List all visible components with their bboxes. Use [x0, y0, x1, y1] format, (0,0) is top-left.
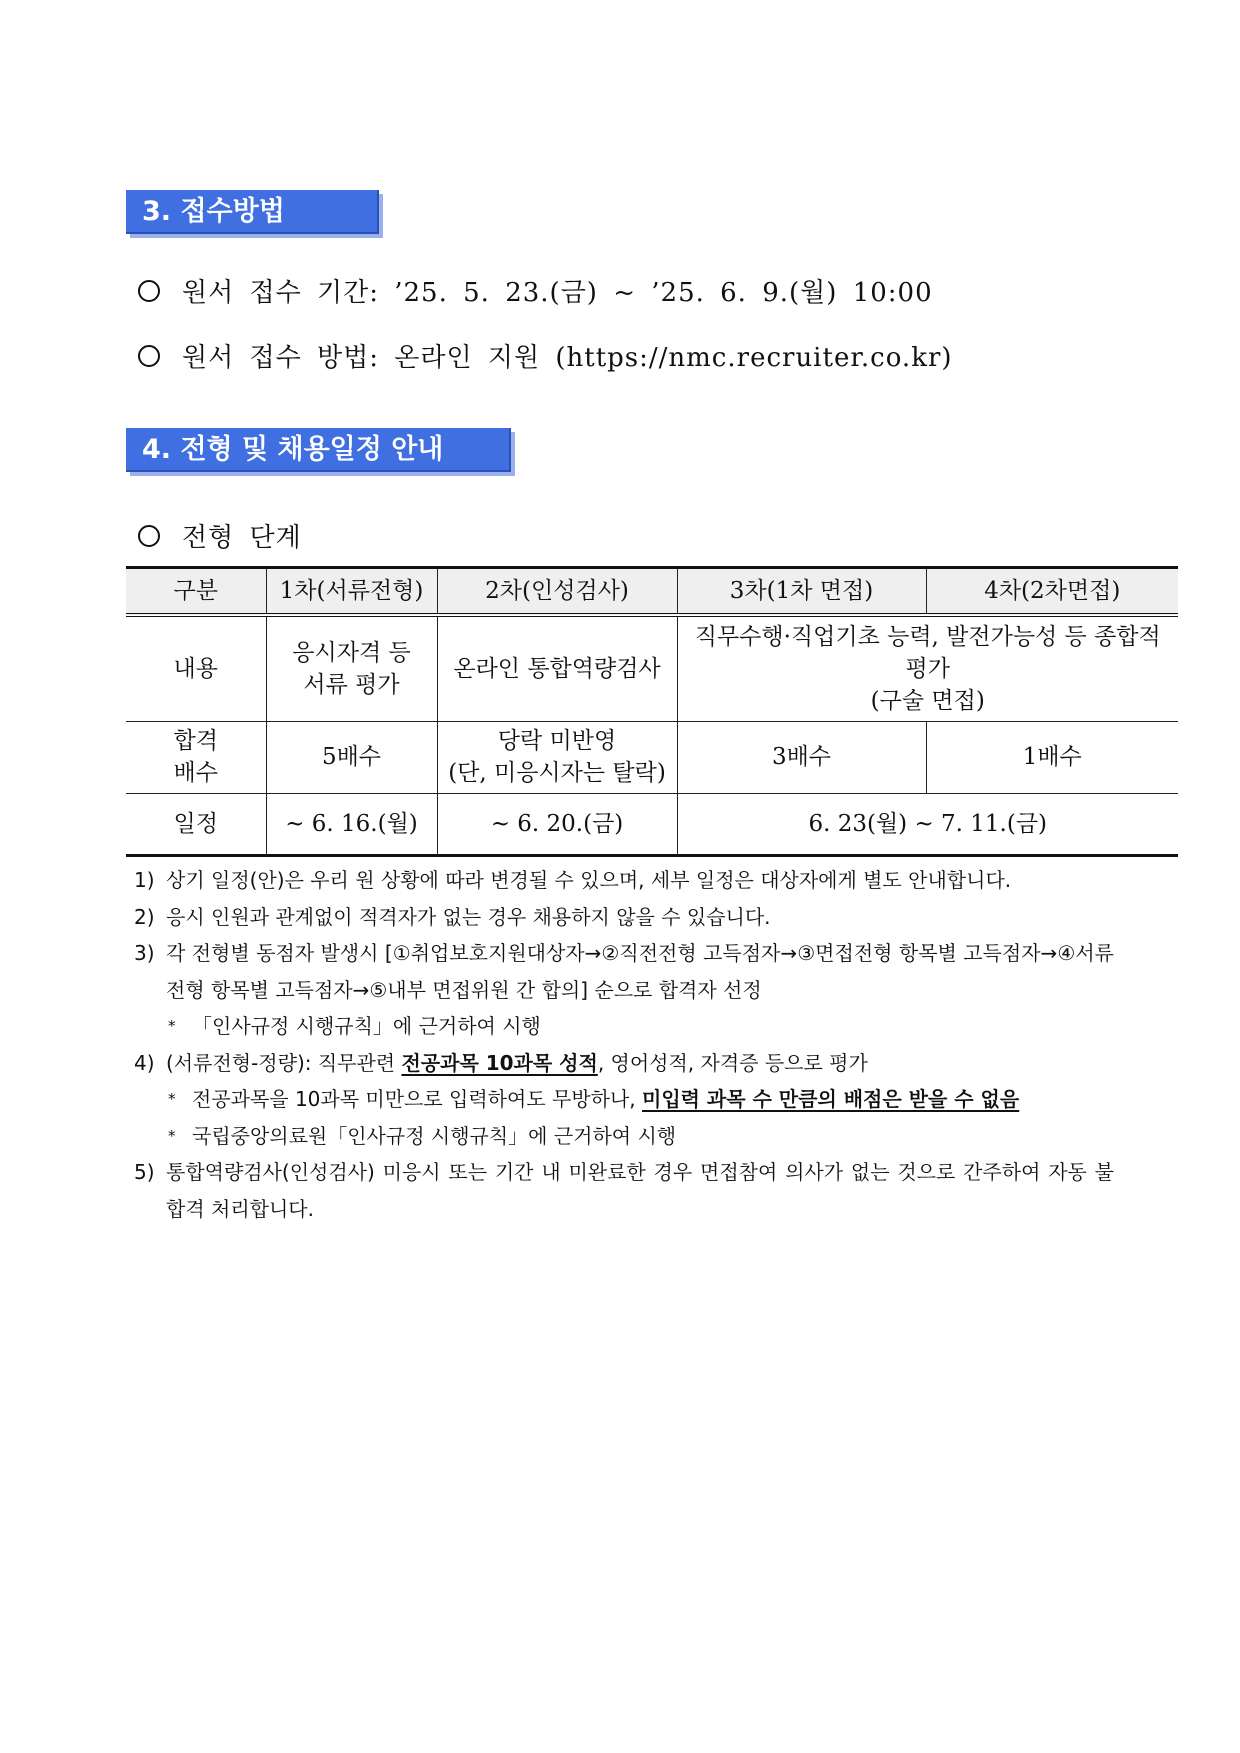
cell-stage-1-multiple: 5배수 [266, 721, 437, 793]
note-1 [134, 862, 1114, 899]
bullet-item-period [138, 272, 933, 309]
bullet-item-stages [138, 517, 302, 554]
circle-bullet-icon [138, 525, 160, 547]
subnote-text [192, 1081, 1114, 1118]
row-label-content: 내용 [126, 615, 266, 721]
cell-stage-34-content: 직무수행·직업기초 능력, 발전가능성 등 종합적 평가 (구술 면접) [677, 615, 1178, 721]
application-period-text: 원서 접수 기간: ’25. 5. 23.(금) ~ ’25. 6. 9.(월) 10:00 [182, 278, 933, 308]
circle-bullet-icon [138, 280, 160, 302]
note-text: 응시 인원과 관계없이 적격자가 없는 경우 채용하지 않을 수 있습니다. [166, 904, 771, 929]
section-3-heading [126, 190, 379, 234]
section-4-title: 4. 전형 및 채용일정 안내 [142, 434, 444, 465]
note-number: 4) [134, 1050, 155, 1075]
note-4-suffix: , 영어성적, 자격증 등으로 평가 [597, 1050, 868, 1075]
section-4-heading [126, 428, 511, 472]
header-stage-4: 4차(2차면접) [926, 568, 1178, 616]
asterisk-marker: * [168, 1126, 176, 1145]
note-text [166, 1045, 1114, 1082]
note-4 [134, 1045, 1114, 1082]
note-4-emphasis: 전공과목 10과목 성적 [401, 1050, 598, 1075]
note-4-subnote-2 [134, 1118, 1114, 1155]
cell-stage-2-multiple: 당락 미반영 (단, 미응시자는 탈락) [437, 721, 677, 793]
cell-stage-2-schedule: ~ 6. 20.(금) [437, 793, 677, 855]
stage-heading-text: 전형 단계 [182, 523, 302, 553]
note-text: 통합역량검사(인성검사) 미응시 또는 기간 내 미완료한 경우 면접참여 의사가 없는 것으로 간주하여 자동 불합격 처리합니다. [166, 1160, 1114, 1221]
asterisk-marker: * [168, 1090, 176, 1108]
note-number: 5) [134, 1160, 155, 1184]
note-3-subnote [134, 1008, 1114, 1045]
subnote-text: 「인사규정 시행규칙」에 근거하여 시행 [192, 1014, 541, 1038]
bullet-item-method [138, 337, 953, 374]
header-stage-3: 3차(1차 면접) [677, 568, 926, 616]
cell-stage-1-content: 응시자격 등 서류 평가 [266, 615, 437, 721]
cell-stage-3-multiple: 3배수 [677, 721, 926, 793]
note-number: 1) [134, 868, 155, 892]
note-3 [134, 935, 1114, 1008]
note-number: 3) [134, 941, 155, 965]
note-text: 상기 일정(안)은 우리 원 상황에 따라 변경될 수 있으며, 세부 일정은 대상자에게 별도 안내합니다. [166, 868, 1012, 892]
note-4-prefix: (서류전형-정량): 직무관련 [166, 1050, 402, 1075]
cell-stage-34-schedule: 6. 23(월) ~ 7. 11.(금) [677, 793, 1178, 855]
cell-stage-1-schedule: ~ 6. 16.(월) [266, 793, 437, 855]
row-label-multiple: 합격 배수 [126, 721, 266, 793]
header-stage-1: 1차(서류전형) [266, 568, 437, 616]
subnote-emphasis: 미입력 과목 수 만큼의 배점은 받을 수 없음 [642, 1087, 1020, 1111]
note-text: 각 전형별 동점자 발생시 [①취업보호지원대상자→②직전전형 고득점자→③면접전형 항목별 고득점자→④서류전형 항목별 고득점자→⑤내부 면접위원 간 합의] 순으로 합격자 선정 [166, 941, 1114, 1002]
header-stage-2: 2차(인성검사) [437, 568, 677, 616]
table-row-schedule [126, 793, 1178, 855]
notes-list [134, 862, 1114, 1227]
application-method-text: 원서 접수 방법: 온라인 지원 (https://nmc.recruiter.co.kr) [182, 343, 953, 373]
subnote-text: 국립중앙의료원「인사규정 시행규칙」에 근거하여 시행 [192, 1123, 677, 1148]
selection-schedule-table [126, 566, 1178, 857]
cell-stage-4-multiple: 1배수 [926, 721, 1178, 793]
row-label-schedule: 일정 [126, 793, 266, 855]
section-3-title: 3. 접수방법 [142, 196, 285, 227]
note-5 [134, 1154, 1114, 1227]
subnote-prefix: 전공과목을 10과목 미만으로 입력하여도 무방하나, [192, 1087, 642, 1111]
table-row-multiple [126, 721, 1178, 793]
note-2 [134, 899, 1114, 936]
note-4-subnote-1 [134, 1081, 1114, 1118]
header-category: 구분 [126, 568, 266, 616]
circle-bullet-icon [138, 345, 160, 367]
table-header-row [126, 568, 1178, 616]
asterisk-marker: * [168, 1017, 176, 1035]
table-row-content [126, 615, 1178, 721]
note-number: 2) [134, 904, 155, 929]
cell-stage-2-content: 온라인 통합역량검사 [437, 615, 677, 721]
